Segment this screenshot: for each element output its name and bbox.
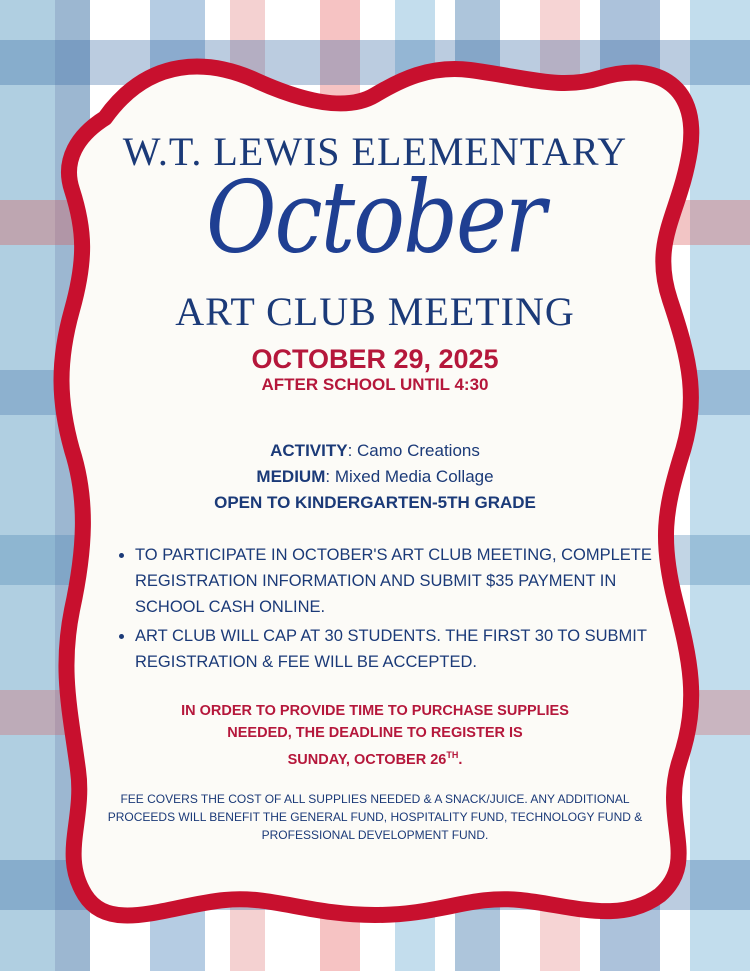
fee-note: FEE COVERS THE COST OF ALL SUPPLIES NEEDED & A SNACK/JUICE. ANY ADDITIONAL PROCEEDS WILL BENEFIT THE GENERAL FUND, HOSPITALITY FUND, TECHNOLOGY FUND & PROFESSIONAL DEVELOPMENT FUND.: [107, 792, 643, 842]
eligibility-text: OPEN TO KINDERGARTEN-5TH GRADE: [214, 493, 536, 512]
school-name: W.T. LEWIS ELEMENTARY: [122, 129, 628, 174]
deadline-line-3: [95, 744, 655, 771]
flyer-content: [95, 0, 655, 971]
deadline-line-1: IN ORDER TO PROVIDE TIME TO PURCHASE SUPPLIES: [181, 703, 569, 719]
activity-line: ACTIVITY: Camo Creations: [270, 441, 480, 460]
activity-label: ACTIVITY: [270, 441, 348, 460]
event-title: ART CLUB MEETING: [175, 289, 575, 334]
bullet-registration: • TO PARTICIPATE IN OCTOBER'S ART CLUB MEETING, COMPLETE REGISTRATION INFORMATION AND SUBMIT $35 PAYMENT IN SCHOOL CASH ONLINE.: [135, 542, 675, 620]
medium-value: Mixed Media Collage: [334, 467, 494, 486]
deadline-date: SUNDAY, OCTOBER 26: [287, 751, 447, 768]
eligibility-line: [95, 490, 655, 516]
month-script: October: [205, 160, 545, 276]
activity-details: [95, 438, 655, 516]
info-bullets: [117, 542, 675, 678]
deadline-suffix: TH: [446, 750, 459, 760]
event-time: AFTER SCHOOL UNTIL 4:30: [261, 375, 489, 394]
deadline-end: .: [458, 751, 463, 768]
medium-label: MEDIUM: [256, 467, 326, 486]
deadline-line-2: NEEDED, THE DEADLINE TO REGISTER IS: [227, 725, 523, 741]
activity-value: Camo Creations: [357, 441, 480, 460]
deadline-notice: [95, 700, 655, 771]
bullet-capacity: • ART CLUB WILL CAP AT 30 STUDENTS. THE FIRST 30 TO SUBMIT REGISTRATION & FEE WILL BE ACCEPTED.: [135, 623, 675, 675]
medium-line: MEDIUM: Mixed Media Collage: [256, 467, 494, 486]
event-date: OCTOBER 29, 2025: [251, 344, 499, 374]
